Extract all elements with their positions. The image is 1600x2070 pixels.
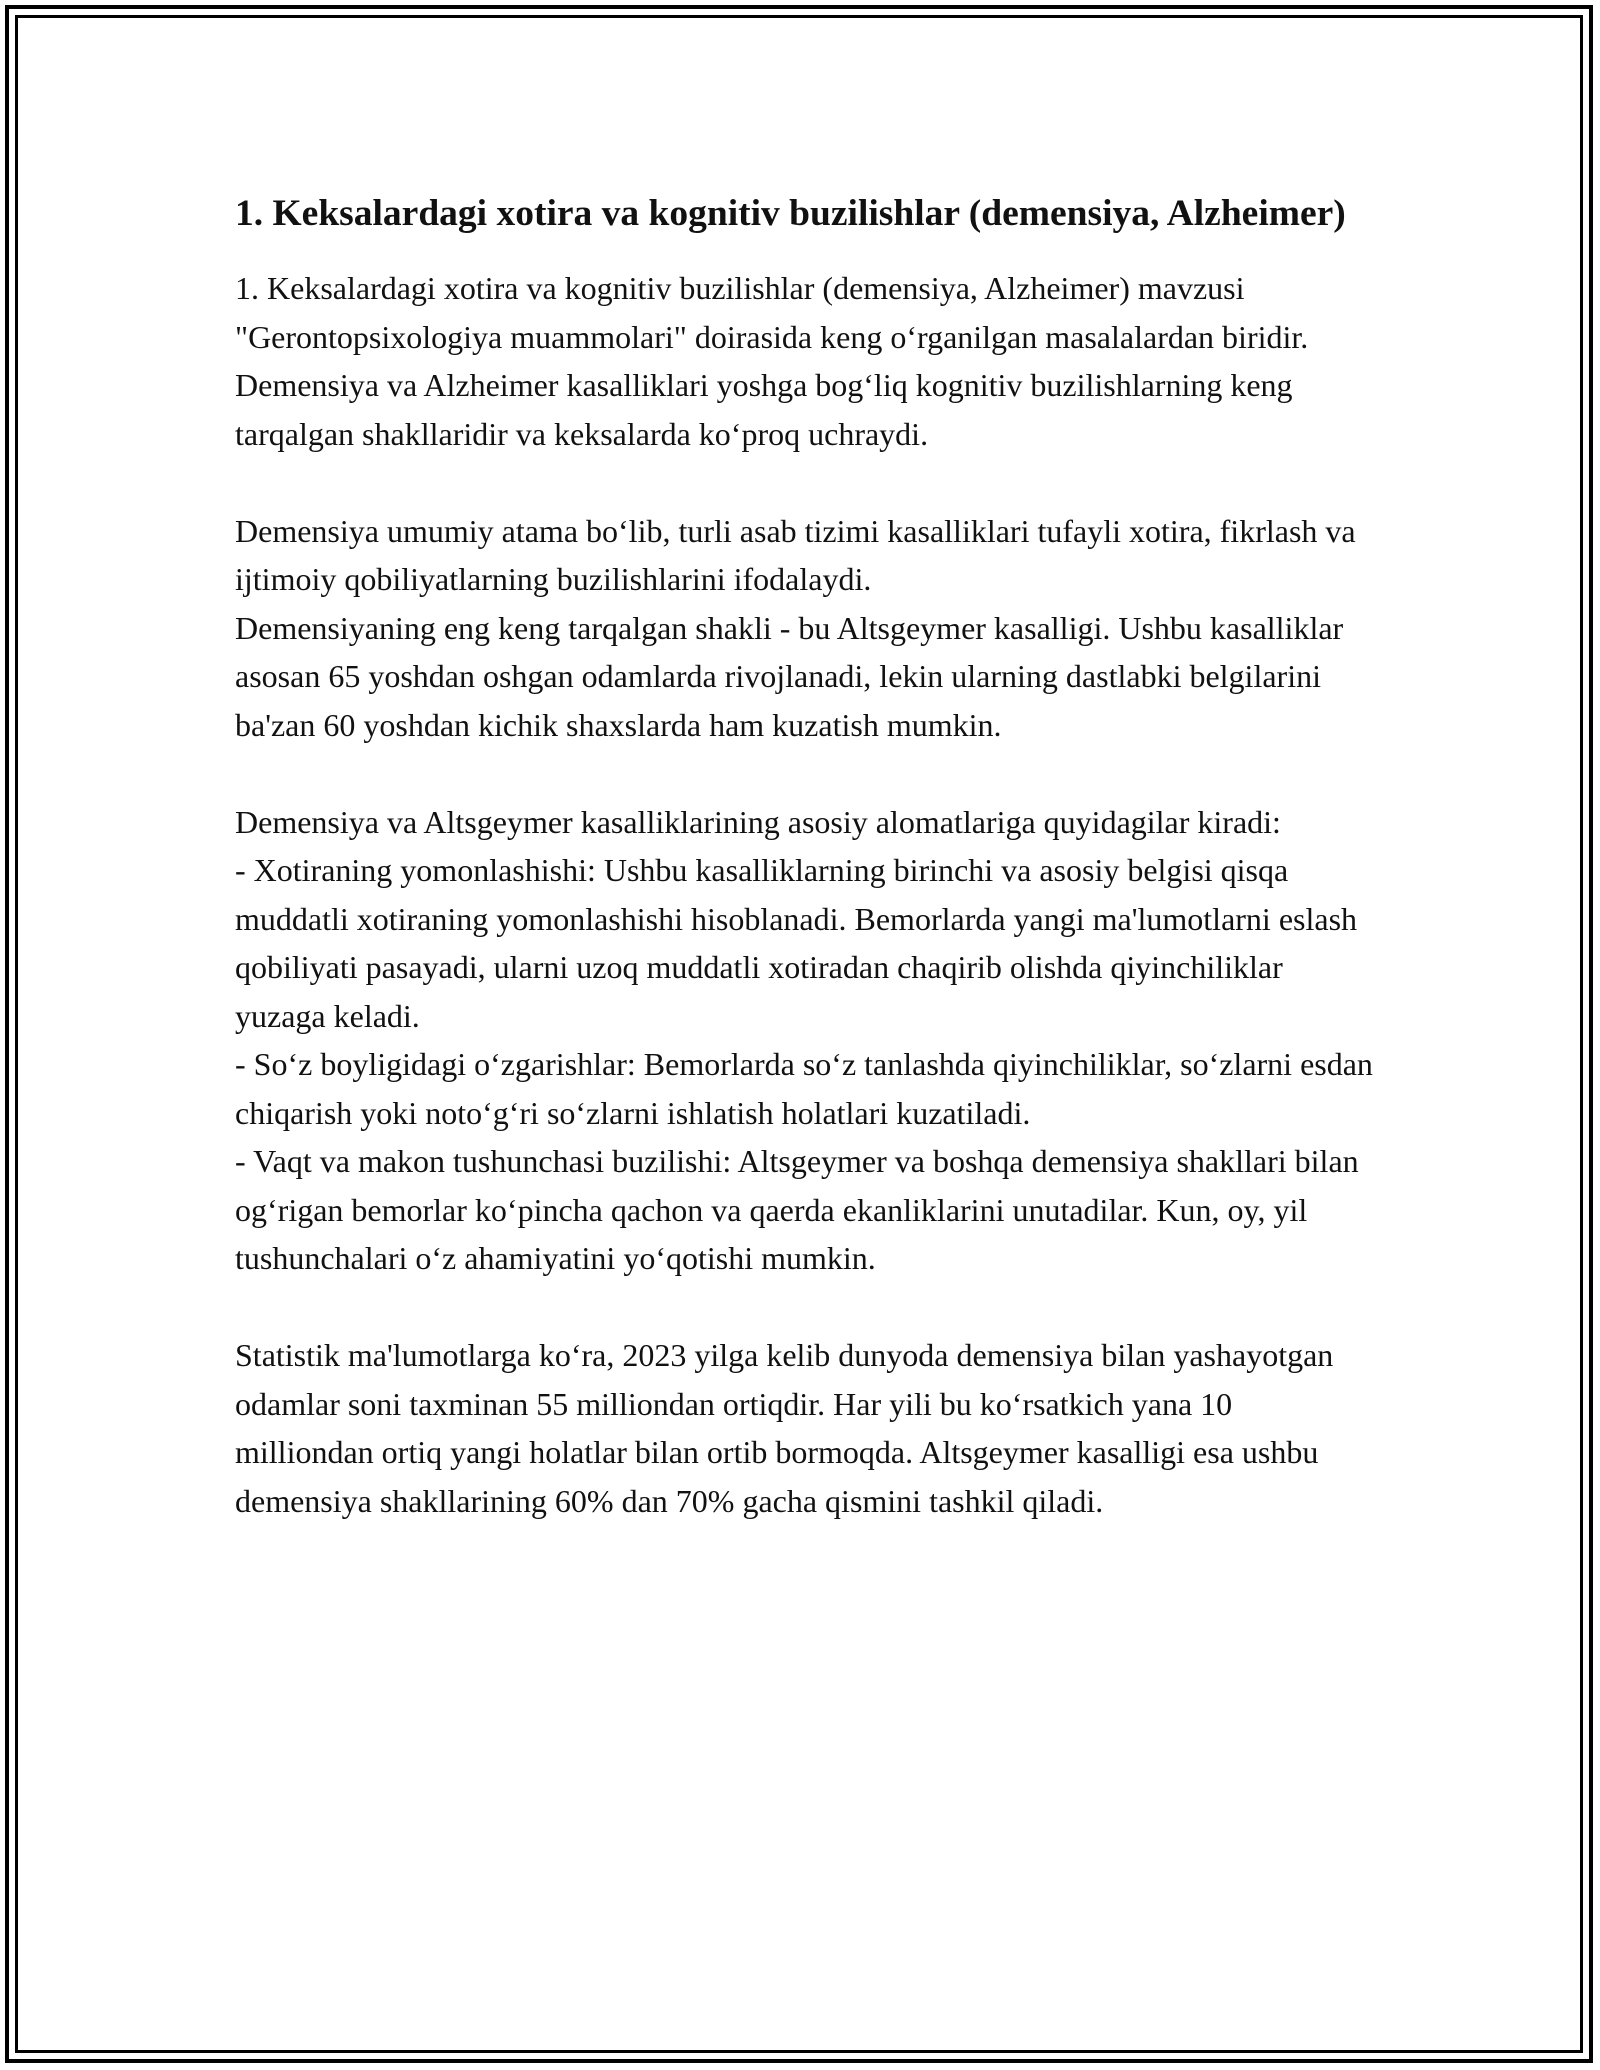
- paragraph-intro: 1. Keksalardagi xotira va kognitiv buzilishlar (demensiya, Alzheimer) mavzusi "Gerontopsixologiya muammolari" doirasida keng oʻrganilgan masalalardan biridir. Demensiya va Alzheimer kasalliklari yoshga bogʻliq kognitiv buzilishlarning keng tarqalgan shakllaridir va keksalarda koʻproq uchraydi.: [235, 270, 1309, 452]
- paragraph-symptoms: Demensiya va Altsgeymer kasalliklarining asosiy alomatlariga quyidagilar kiradi: - Xotiraning yomonlashishi: Ushbu kasalliklarning birinchi va asosiy belgisi qisqa muddatli xotiraning yomonlashishi hisoblanadi. Bemorlarda yangi ma'lumotlarni eslash qobiliyati pasayadi, ularni uzoq muddatli xotiradan chaqirib olishda qiyinchiliklar yuzaga keladi. - Soʻz boyligidagi oʻzgarishlar: Bemorlarda soʻz tanlashda qiyinchiliklar, soʻzlarni esdan chiqarish yoki notoʻgʻri soʻzlarni ishlatish holatlari kuzatiladi. - Vaqt va makon tushunchasi buzilishi: Altsgeymer va boshqa demensiya shakllari bilan ogʻrigan bemorlar koʻpincha qachon va qaerda ekanliklarini unutadilar. Kun, oy, yil tushunchalari oʻz ahamiyatini yoʻqotishi mumkin.: [235, 803, 1373, 1276]
- paragraph-definition: Demensiya umumiy atama boʻlib, turli asab tizimi kasalliklari tufayli xotira, fikrlash va ijtimoiy qobiliyatlarning buzilishlarini ifodalaydi. Demensiyaning eng keng tarqalgan shakli - bu Altsgeymer kasalligi. Ushbu kasalliklar asosan 65 yoshdan oshgan odamlarda rivojlanadi, lekin ularning dastlabki belgilarini ba'zan 60 yoshdan kichik shaxslarda ham kuzatish mumkin.: [235, 512, 1356, 743]
- document-body: [235, 186, 1375, 1574]
- document-title: 1. Keksalardagi xotira va kognitiv buzilishlar (demensiya, Alzheimer): [235, 193, 1346, 234]
- paragraph-statistics: Statistik ma'lumotlarga koʻra, 2023 yilga kelib dunyoda demensiya bilan yashayotgan odamlar soni taxminan 55 milliondan ortiqdir. Har yili bu koʻrsatkich yana 10 milliondan ortiq yangi holatlar bilan ortib bormoqda. Altsgeymer kasalligi esa ushbu demensiya shakllarining 60% dan 70% gacha qismini tashkil qiladi.: [235, 1337, 1334, 1519]
